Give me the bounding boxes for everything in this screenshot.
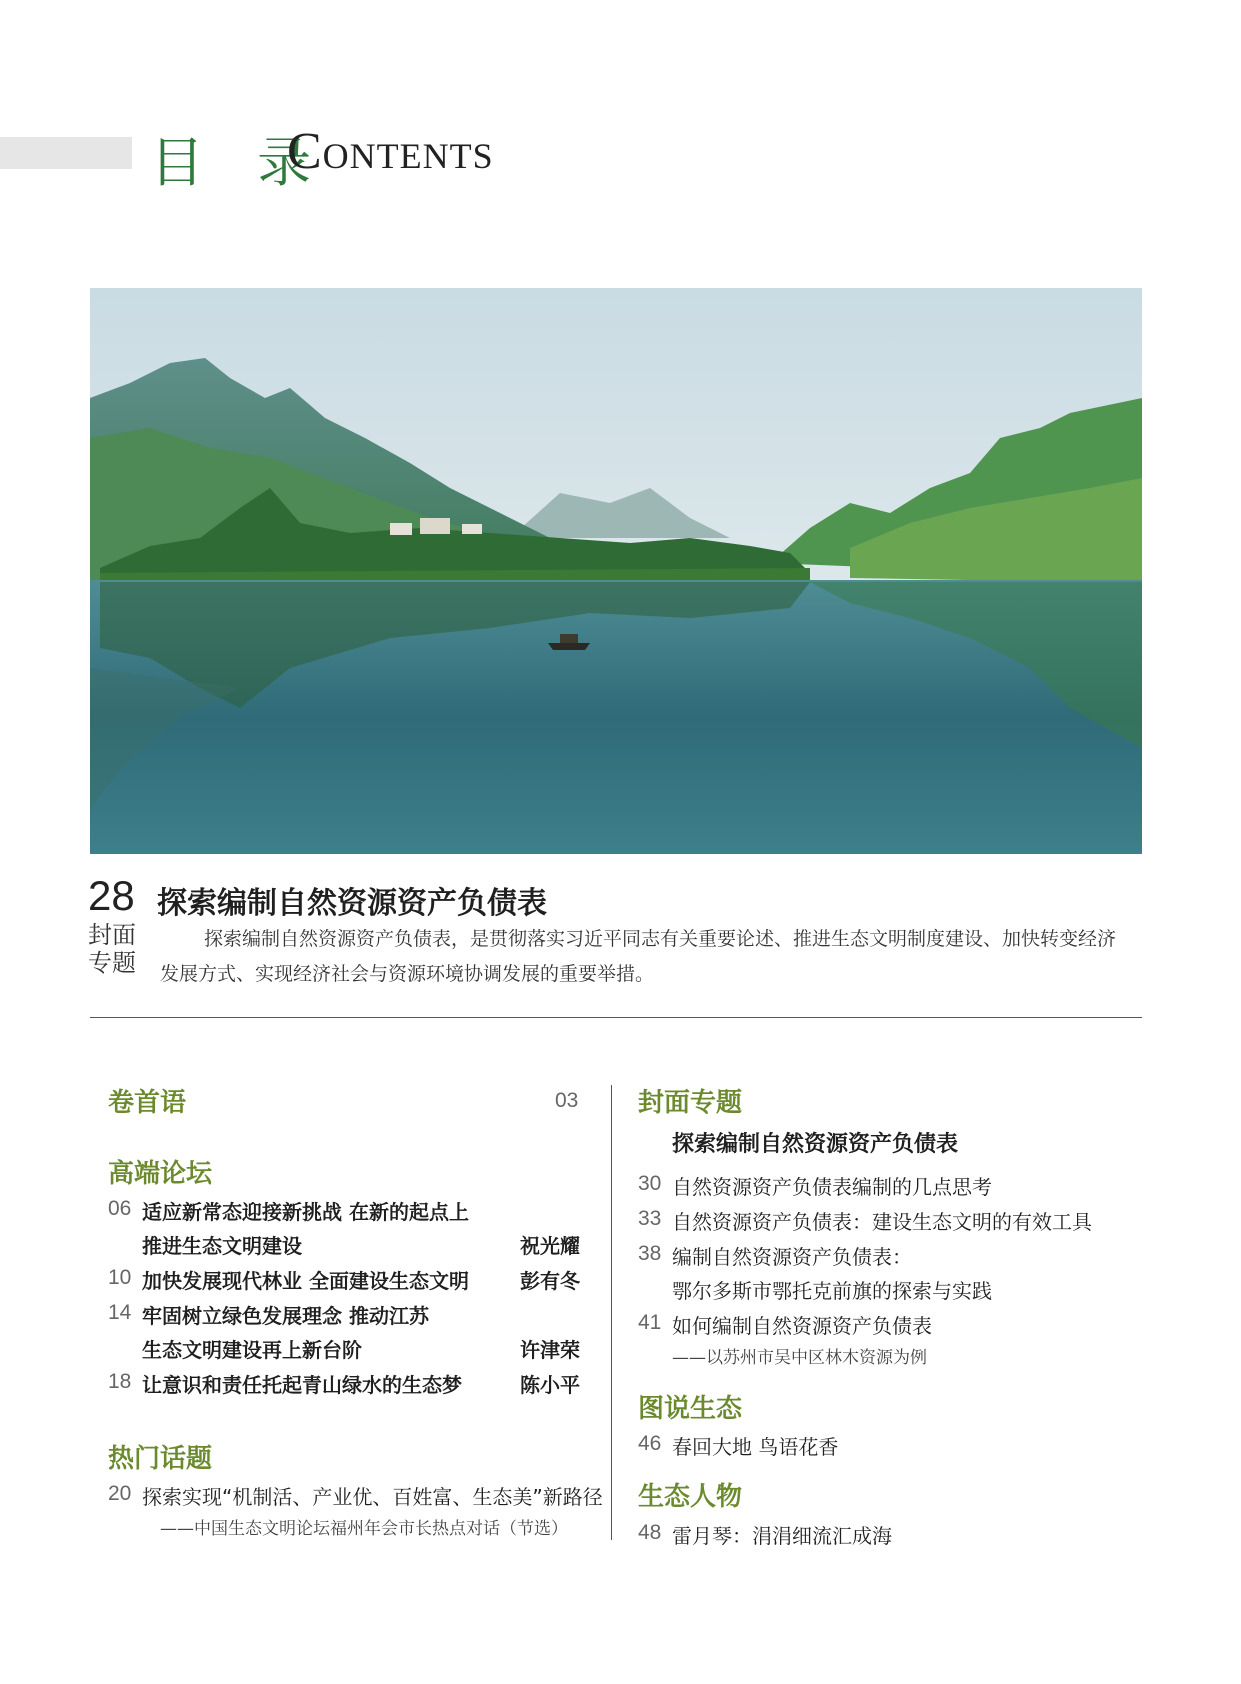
contents-title-cn: 目 录 bbox=[150, 131, 330, 194]
toc-page-number: 41 bbox=[638, 1311, 662, 1334]
feature-headline[interactable]: 探索编制自然资源资产负债表 bbox=[672, 1132, 959, 1157]
toc-page-number: 20 bbox=[108, 1482, 132, 1505]
toc-entry-title[interactable]: 推进生态文明建设 bbox=[142, 1234, 302, 1258]
cover-tag-line1: 封面 bbox=[88, 921, 136, 949]
toc-page-number: 38 bbox=[638, 1242, 662, 1265]
section-title-photo-ecology: 图说生态 bbox=[638, 1394, 743, 1424]
header-accent-bar bbox=[0, 137, 132, 169]
toc-page-number: 03 bbox=[555, 1089, 579, 1112]
section-title-cover-feature: 封面专题 bbox=[638, 1088, 743, 1118]
cover-description: 探索编制自然资源资产负债表，是贯彻落实习近平同志有关重要论述、推进生态文明制度建设、加快转变经济发展方式、实现经济社会与资源环境协调发展的重要举措。 bbox=[160, 928, 1117, 985]
section-title-hot-topics: 热门话题 bbox=[108, 1444, 213, 1474]
section-title-eco-people: 生态人物 bbox=[638, 1482, 743, 1512]
toc-entry-author: 陈小平 bbox=[520, 1373, 580, 1397]
toc-page-number: 18 bbox=[108, 1370, 132, 1393]
cover-section-tag bbox=[88, 921, 144, 977]
toc-entry-title[interactable]: 让意识和责任托起青山绿水的生态梦 bbox=[142, 1373, 462, 1397]
toc-entry-title[interactable]: 自然资源资产负债表编制的几点思考 bbox=[672, 1175, 992, 1199]
toc-page-number: 06 bbox=[108, 1197, 132, 1220]
toc-entry-title[interactable]: 如何编制自然资源资产负债表 bbox=[672, 1314, 932, 1338]
column-divider bbox=[611, 1085, 612, 1540]
toc-entry-author: 彭有冬 bbox=[520, 1269, 580, 1293]
toc-entry-title[interactable]: 适应新常态迎接新挑战 在新的起点上 bbox=[142, 1200, 469, 1224]
toc-entry-title[interactable]: 自然资源资产负债表：建设生态文明的有效工具 bbox=[672, 1210, 1092, 1234]
toc-page-number: 10 bbox=[108, 1266, 132, 1289]
toc-entry-title[interactable]: 鄂尔多斯市鄂托克前旗的探索与实践 bbox=[672, 1279, 992, 1303]
toc-entry-author: 祝光耀 bbox=[520, 1234, 580, 1258]
toc-entry-subtitle: ——中国生态文明论坛福州年会市长热点对话（节选） bbox=[160, 1519, 568, 1539]
section-title-preface: 卷首语 bbox=[108, 1088, 187, 1118]
horizontal-divider bbox=[90, 1017, 1142, 1018]
contents-title-en: Contents bbox=[287, 123, 494, 180]
toc-page-number: 14 bbox=[108, 1301, 132, 1324]
toc-entry-title[interactable]: 探索实现“机制活、产业优、百姓富、生态美”新路径 bbox=[142, 1485, 603, 1509]
section-title-forum: 高端论坛 bbox=[108, 1159, 213, 1189]
toc-page-number: 33 bbox=[638, 1207, 662, 1230]
cover-tag-line2: 专题 bbox=[88, 949, 136, 977]
toc-entry-title[interactable]: 编制自然资源资产负债表： bbox=[672, 1245, 912, 1269]
cover-page-number: 28 bbox=[88, 872, 135, 919]
toc-page-number: 30 bbox=[638, 1172, 662, 1195]
toc-entry-author: 许津荣 bbox=[520, 1338, 580, 1362]
toc-entry-title[interactable]: 牢固树立绿色发展理念 推动江苏 bbox=[142, 1304, 429, 1328]
toc-entry-title[interactable]: 雷月琴：涓涓细流汇成海 bbox=[672, 1524, 892, 1548]
toc-entry-title[interactable]: 春回大地 鸟语花香 bbox=[672, 1435, 839, 1459]
toc-entry-title[interactable]: 生态文明建设再上新台阶 bbox=[142, 1338, 362, 1362]
cover-title: 探索编制自然资源资产负债表 bbox=[157, 886, 547, 921]
cover-photo bbox=[90, 288, 1142, 854]
toc-entry-subtitle: ——以苏州市吴中区林木资源为例 bbox=[672, 1348, 927, 1368]
toc-entry-title[interactable]: 加快发展现代林业 全面建设生态文明 bbox=[142, 1269, 469, 1293]
toc-page-number: 46 bbox=[638, 1432, 662, 1455]
toc-page-number: 48 bbox=[638, 1521, 662, 1544]
